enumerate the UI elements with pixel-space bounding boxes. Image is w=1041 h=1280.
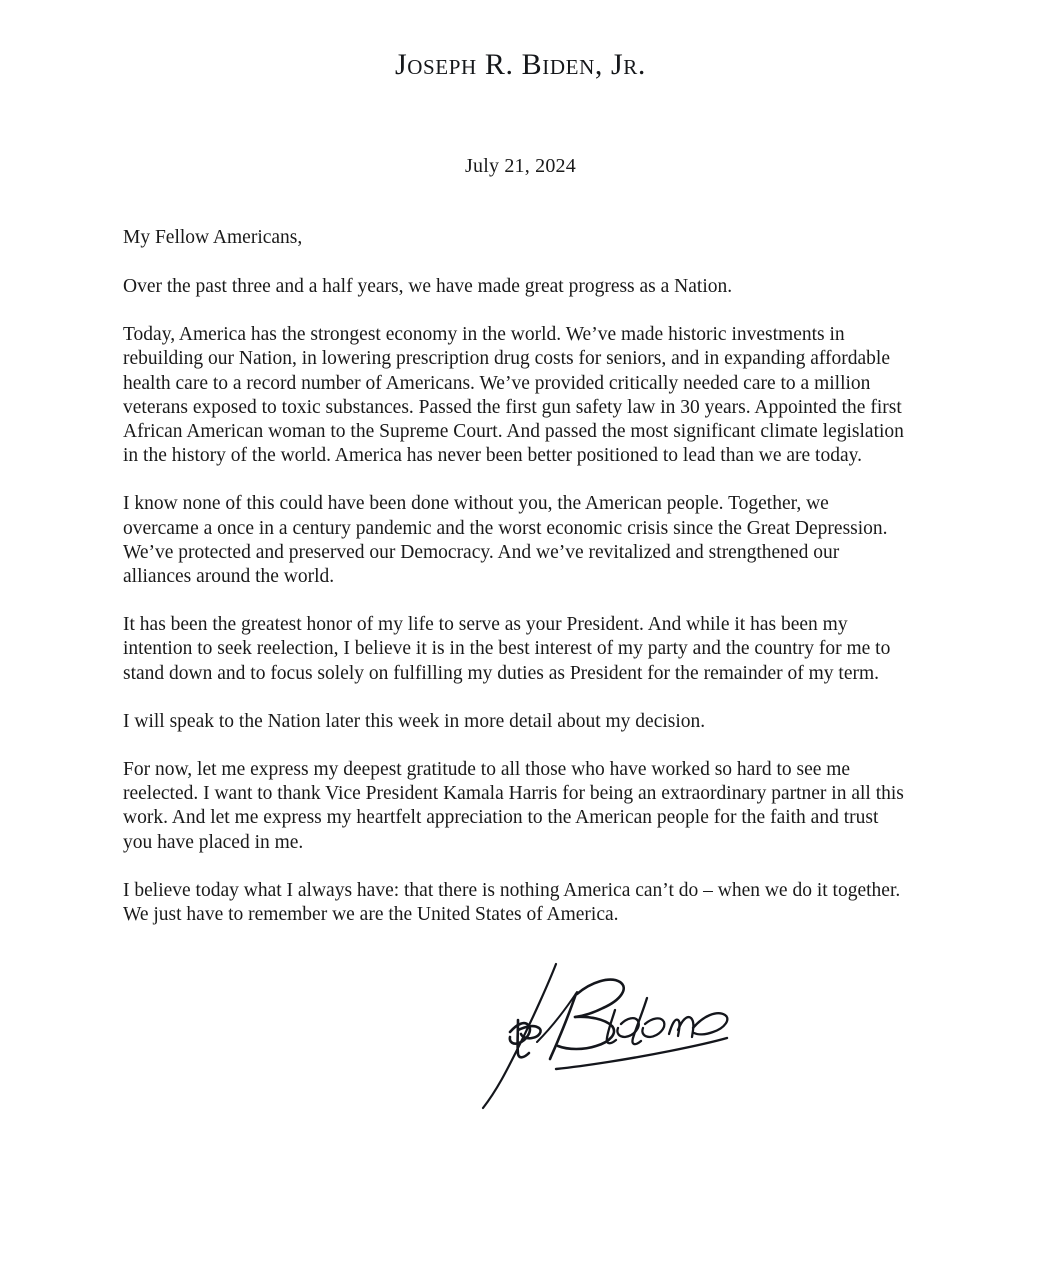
letterhead-name: Joseph R. Biden, Jr. [394,48,647,81]
letter-paragraph: Today, America has the strongest economy in the world. We’ve made historic investments in rebuilding our Nation, in lowering prescription drug costs for seniors, and in expanding affordable health care to a record number of Americans. We’ve provided critically needed care to a million veterans exposed to toxic substances. Passed the first gun safety law in 30 years. Appointed the first African American woman to the Supreme Court. And passed the most significant climate legislation in the history of the world. America has never been better positioned to lead than we are today. [123,324,904,467]
letter-paragraph: It has been the greatest honor of my life to serve as your President. And while it has been my intention to seek reelection, I believe it is in the best interest of my party and the country for me to stand down and to focus solely on fulfilling my duties as President for the remainder of my term. [123,614,891,684]
letter-body [123,226,907,927]
letter-date: July 21, 2024 [465,155,576,177]
letterhead [0,48,1041,81]
salutation: My Fellow Americans, [123,227,303,248]
date-line [0,155,1041,178]
letter-paragraph: I believe today what I always have: that there is nothing America can’t do – when we do it together. We just have to remember we are the United States of America. [123,879,901,926]
letter-paragraph: Over the past three and a half years, we have made great progress as a Nation. [123,276,733,297]
letter-paragraph: For now, let me express my deepest gratitude to all those who have worked so hard to see me reelected. I want to thank Vice President Kamala Harris for being an extraordinary partner in all this work. And let me express my heartfelt appreciation to the American people for the faith and trust you have placed in me. [123,759,904,853]
letter-paragraph: I will speak to the Nation later this week in more detail about my decision. [123,710,706,732]
signature-block [455,958,755,1118]
signature-icon [455,958,755,1118]
letter-paragraph: I know none of this could have been done without you, the American people. Together, we overcame a once in a century pandemic and the worst economic crisis since the Great Depression. We’ve protected and preserved our Democracy. And we’ve revitalized and strengthened our alliances around the world. [123,493,888,588]
